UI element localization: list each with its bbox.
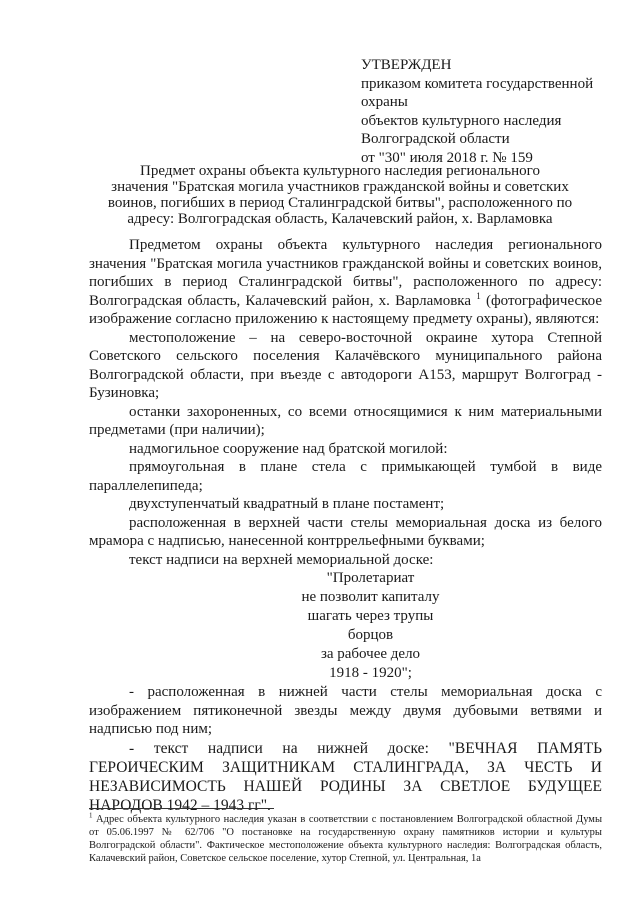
structure-paragraph: надмогильное сооружение над братской могилой: — [129, 440, 448, 457]
inscription-line: "Пролетариат — [326, 570, 415, 586]
inscription-line: 1918 - 1920"; — [329, 665, 412, 681]
approval-line: Волгоградской области — [361, 131, 510, 147]
approval-date: от "30" июля 2018 г. № 159 — [361, 149, 533, 166]
location-paragraph: местоположение – на северо-восточной окраине хутора Степной Советского сельского поселения Калачёвского муниципального района Волгоградской области, при въезде с автодороги А153, маршрут Волгоград - Бузиновка; — [89, 329, 602, 401]
title-line: Предмет охраны объекта культурного наследия регионального — [140, 163, 540, 179]
intro-paragraph — [89, 236, 602, 329]
title-line: воинов, погибших в период Сталинградской битвы", расположенного по — [107, 195, 573, 211]
inscription-line: не позволит капиталу — [301, 589, 440, 605]
intro-text: Предметом охраны объекта культурного наследия регионального значения "Братская могила участников гражданской войны и советских воинов, погибших в период Сталинградской битвы", расположенного по адресу: Волгоградская область, Калачевский район, х. Варламовка — [89, 237, 602, 309]
title-line: значения "Братская могила участников гражданской войны и советских — [111, 179, 569, 195]
approval-stamp — [361, 56, 621, 167]
footnote-reference: 1 — [476, 290, 481, 301]
approval-line: приказом комитета государственной — [361, 75, 594, 92]
inscription-line: за рабочее дело — [320, 646, 421, 662]
pedestal-paragraph: двухступенчатый квадратный в плане постамент; — [129, 496, 445, 512]
approval-heading: УТВЕРЖДЕН — [361, 57, 452, 73]
document-title — [90, 163, 590, 227]
inscription-line: шагать через трупы — [307, 608, 434, 624]
inscription-block — [89, 569, 602, 683]
approval-line: объектов культурного наследия — [361, 112, 562, 129]
lower-inscription: "ВЕЧНАЯ ПАМЯТЬ ГЕРОИЧЕСКИМ ЗАЩИТНИКАМ СТАЛИНГРАДА, ЗА ЧЕСТЬ И НЕЗАВИСИМОСТЬ НАШЕЙ РОДИНЫ ЗА СВЕТЛОЕ БУДУЩЕЕ НАРОДОВ 1942 – 1943 гг". — [89, 739, 602, 814]
intro-text-end: (фотографическое изображение согласно приложению к настоящему предмету охраны), являются: — [89, 292, 602, 327]
footnote-text: Адрес объекта культурного наследия указан в соответствии с постановлением Волгоградской областной Думы от 05.06.1997 № 62/706 "О постановке на государственную охрану памятников истории и культуры Волгоградской области". Фактическое местоположение объекта культурного наследия: Волгоградская область, Калачевский район, Советское сельское поселение, хутор Степной, ул. Центральная, 1а — [89, 814, 603, 864]
stela-paragraph: прямоугольная в плане стела с примыкающей тумбой в виде параллелепипеда; — [89, 459, 602, 494]
upper-board-paragraph: расположенная в верхней части стелы мемориальная доска из белого мрамора с надписью, нанесенной контррельефными буквами; — [89, 514, 602, 549]
lower-text-label: - текст надписи на нижней доске: — [129, 739, 429, 757]
footnote-number: 1 — [89, 811, 93, 820]
footnote-divider — [89, 808, 274, 809]
approval-line: охраны — [361, 94, 408, 110]
document-body — [89, 236, 602, 815]
footnote — [89, 813, 602, 865]
lower-text-paragraph — [89, 739, 602, 815]
remains-paragraph: останки захороненных, со всеми относящимися к ним материальными предметами (при наличии); — [89, 403, 602, 438]
title-line: адресу: Волгоградская область, Калачевский район, х. Варламовка — [127, 211, 553, 227]
upper-text-label: текст надписи на верхней мемориальной доске: — [129, 551, 434, 568]
inscription-line: борцов — [347, 627, 394, 643]
lower-board-paragraph: - расположенная в нижней части стелы мемориальная доска с изображением пятиконечной звезды между двумя дубовыми ветвями и надписью под ним; — [89, 684, 602, 737]
